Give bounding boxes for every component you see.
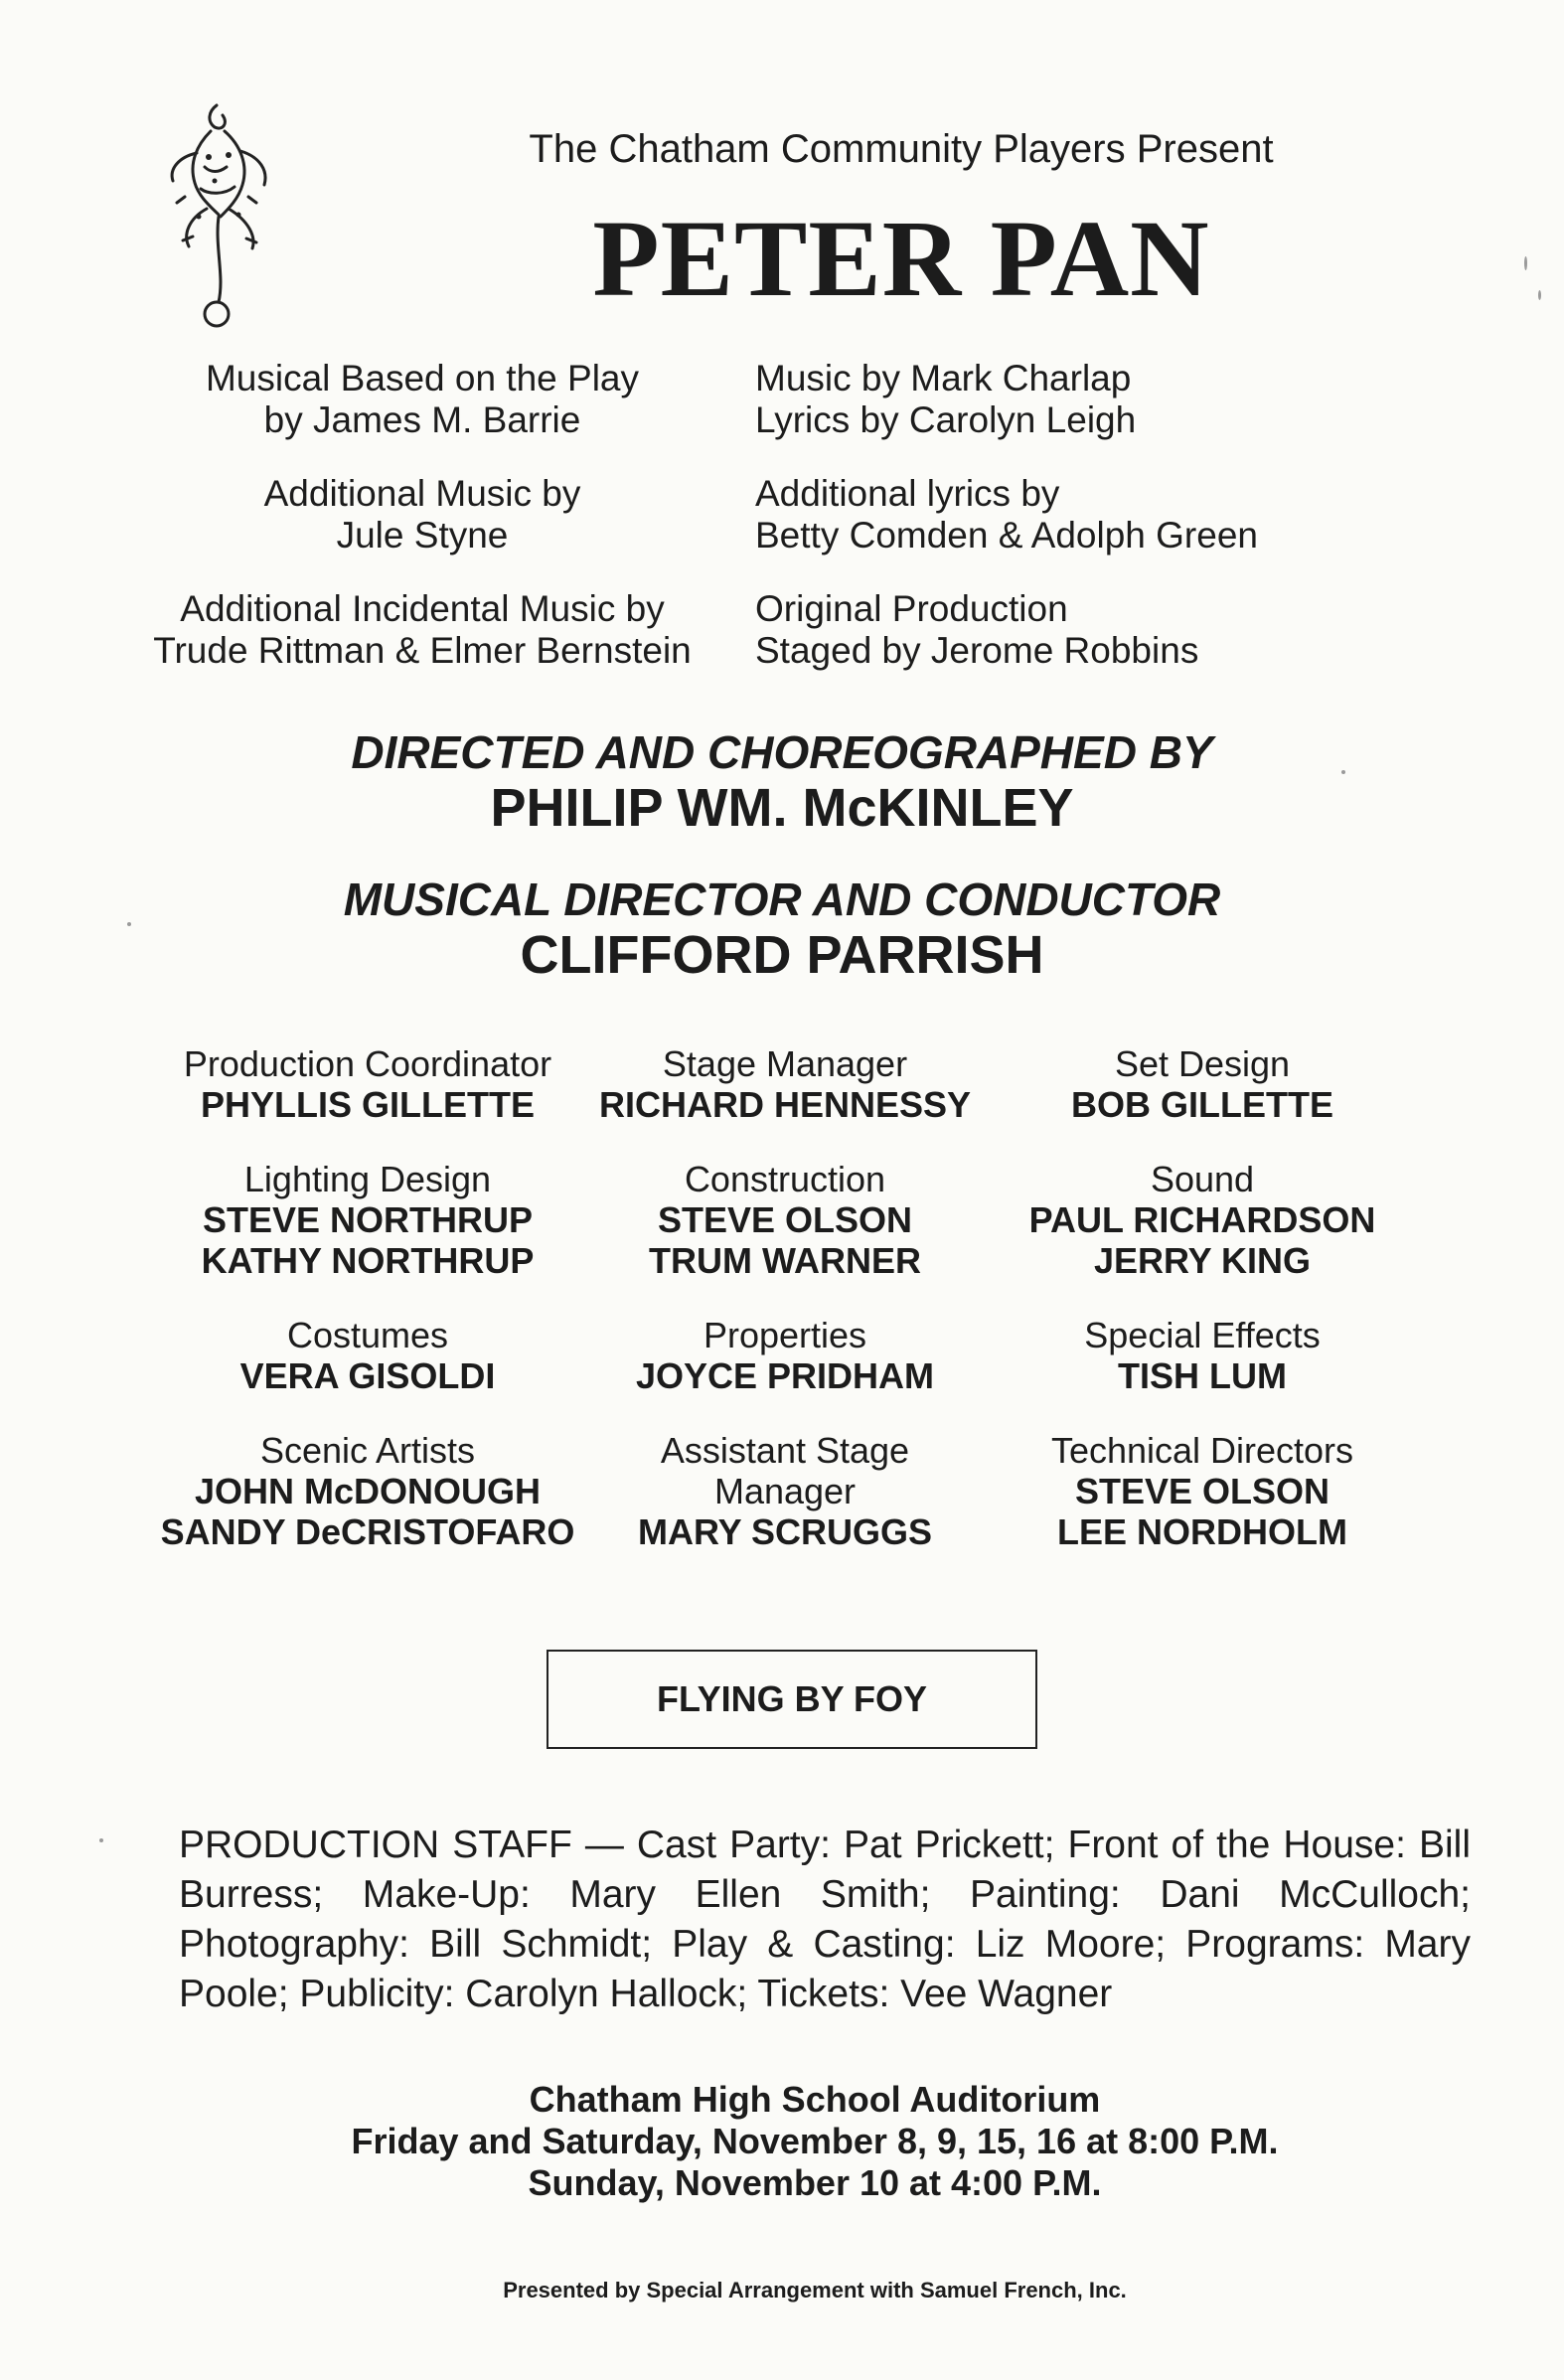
crew-person: SANDY DeCRISTOFARO: [160, 1511, 575, 1552]
crew-role: Special Effects: [1084, 1315, 1321, 1355]
crew-person: STEVE OLSON: [1074, 1471, 1330, 1511]
credit-line: Additional Incidental Music by: [180, 588, 665, 629]
credit-row: [149, 358, 1371, 441]
credit-line: Betty Comden & Adolph Green: [755, 515, 1258, 555]
crew-person: PHYLLIS GILLETTE: [200, 1084, 535, 1125]
crew-role: Technical Directors: [1050, 1430, 1354, 1471]
credit-line: by James M. Barrie: [263, 399, 581, 440]
crew-person: PAUL RICHARDSON: [1028, 1199, 1376, 1240]
credit-row: [149, 473, 1371, 556]
credit-line: Jule Styne: [336, 515, 509, 555]
crew-entry: [994, 1430, 1411, 1552]
presenter-line: The Chatham Community Players Present: [529, 127, 1274, 171]
crew-person: STEVE OLSON: [657, 1199, 913, 1240]
scan-speck: [1538, 290, 1541, 300]
scan-speck: [1524, 256, 1527, 270]
crew-row: [159, 1315, 1411, 1396]
musical-director-label: MUSICAL DIRECTOR AND CONDUCTOR: [343, 873, 1221, 925]
credit-right: [755, 358, 1136, 441]
crew-grid: [159, 1043, 1411, 1586]
crew-role: Set Design: [1114, 1043, 1291, 1084]
crew-person: JERRY KING: [1093, 1240, 1312, 1281]
crew-person: VERA GISOLDI: [239, 1355, 496, 1396]
scan-speck: [1341, 770, 1345, 774]
crew-role: Production Coordinator: [183, 1043, 552, 1084]
crew-person: JOYCE PRIDHAM: [635, 1355, 935, 1396]
credit-line: Trude Rittman & Elmer Bernstein: [153, 630, 692, 671]
crew-person: RICHARD HENNESSY: [598, 1084, 972, 1125]
credit-left: [149, 588, 696, 672]
crew-role: Assistant Stage Manager: [660, 1430, 910, 1511]
production-staff-paragraph: PRODUCTION STAFF — Cast Party: Pat Prickett; Front of the House: Bill Burress; Make-Up: Mary Ellen Smith; Painting: Dani McCulloch; Photography: Bill Schmidt; Play & Casting: Liz Moore; Programs: Mary Poole; Publicity: Carolyn Hallock; Tickets: Vee Wagner: [179, 1824, 1471, 2015]
crew-row: [159, 1159, 1411, 1281]
credit-right: [755, 473, 1258, 556]
crew-role: Costumes: [286, 1315, 449, 1355]
crew-role: Scenic Artists: [259, 1430, 476, 1471]
rights-footer: Presented by Special Arrangement with Samuel French, Inc.: [503, 2278, 1127, 2302]
crew-row: [159, 1430, 1411, 1552]
credit-right: [755, 588, 1198, 672]
crew-role: Sound: [1150, 1159, 1255, 1199]
credit-line: Original Production: [755, 588, 1068, 629]
venue-block: [0, 2079, 1564, 2204]
crew-entry: [159, 1430, 576, 1552]
crew-role: Construction: [684, 1159, 886, 1199]
venue-place: Chatham High School Auditorium: [529, 2079, 1101, 2120]
credit-left: [149, 358, 696, 441]
crew-entry: [994, 1159, 1411, 1281]
crew-person: MARY SCRUGGS: [637, 1511, 933, 1552]
musical-director-name: CLIFFORD PARRISH: [520, 925, 1044, 985]
crew-person: JOHN McDONOUGH: [194, 1471, 542, 1511]
crew-entry: [159, 1043, 576, 1125]
credit-line: Additional lyrics by: [755, 473, 1060, 514]
show-title: PETER PAN: [592, 198, 1210, 319]
author-credits: [149, 358, 1371, 704]
credit-left: [149, 473, 696, 556]
scan-speck: [127, 922, 131, 926]
crew-entry: [994, 1043, 1411, 1125]
crew-person: TRUM WARNER: [649, 1240, 921, 1281]
crew-entry: [576, 1315, 994, 1396]
scan-speck: [99, 1838, 103, 1842]
crew-role: Lighting Design: [243, 1159, 492, 1199]
crew-entry: [994, 1315, 1411, 1396]
venue-dates-weekend: Friday and Saturday, November 8, 9, 15, 16 at 8:00 P.M.: [351, 2121, 1279, 2161]
crew-role: Properties: [703, 1315, 867, 1355]
credit-line: Lyrics by Carolyn Leigh: [755, 399, 1137, 440]
crew-person: LEE NORDHOLM: [1057, 1511, 1347, 1552]
crew-person: STEVE NORTHRUP: [202, 1199, 534, 1240]
crew-entry: [159, 1315, 576, 1396]
director-name: PHILIP WM. McKINLEY: [490, 778, 1074, 838]
credit-line: Music by Mark Charlap: [755, 358, 1132, 398]
crew-role: Stage Manager: [662, 1043, 908, 1084]
venue-dates-sunday: Sunday, November 10 at 4:00 P.M.: [528, 2162, 1102, 2203]
crew-person: BOB GILLETTE: [1071, 1084, 1333, 1125]
flying-credit: FLYING BY FOY: [656, 1678, 928, 1719]
credit-line: Musical Based on the Play: [205, 358, 639, 398]
credit-line: Additional Music by: [263, 473, 581, 514]
crew-entry: [576, 1159, 994, 1281]
credit-line: Staged by Jerome Robbins: [755, 630, 1199, 671]
credit-row: [149, 588, 1371, 672]
crew-entry: [576, 1043, 994, 1125]
flying-credit-box: [547, 1650, 1037, 1749]
crew-entry: [576, 1430, 994, 1552]
director-label: DIRECTED AND CHOREOGRAPHED BY: [351, 726, 1213, 778]
crew-entry: [159, 1159, 576, 1281]
crew-person: KATHY NORTHRUP: [201, 1240, 535, 1281]
crew-person: TISH LUM: [1118, 1355, 1287, 1396]
crew-row: [159, 1043, 1411, 1125]
